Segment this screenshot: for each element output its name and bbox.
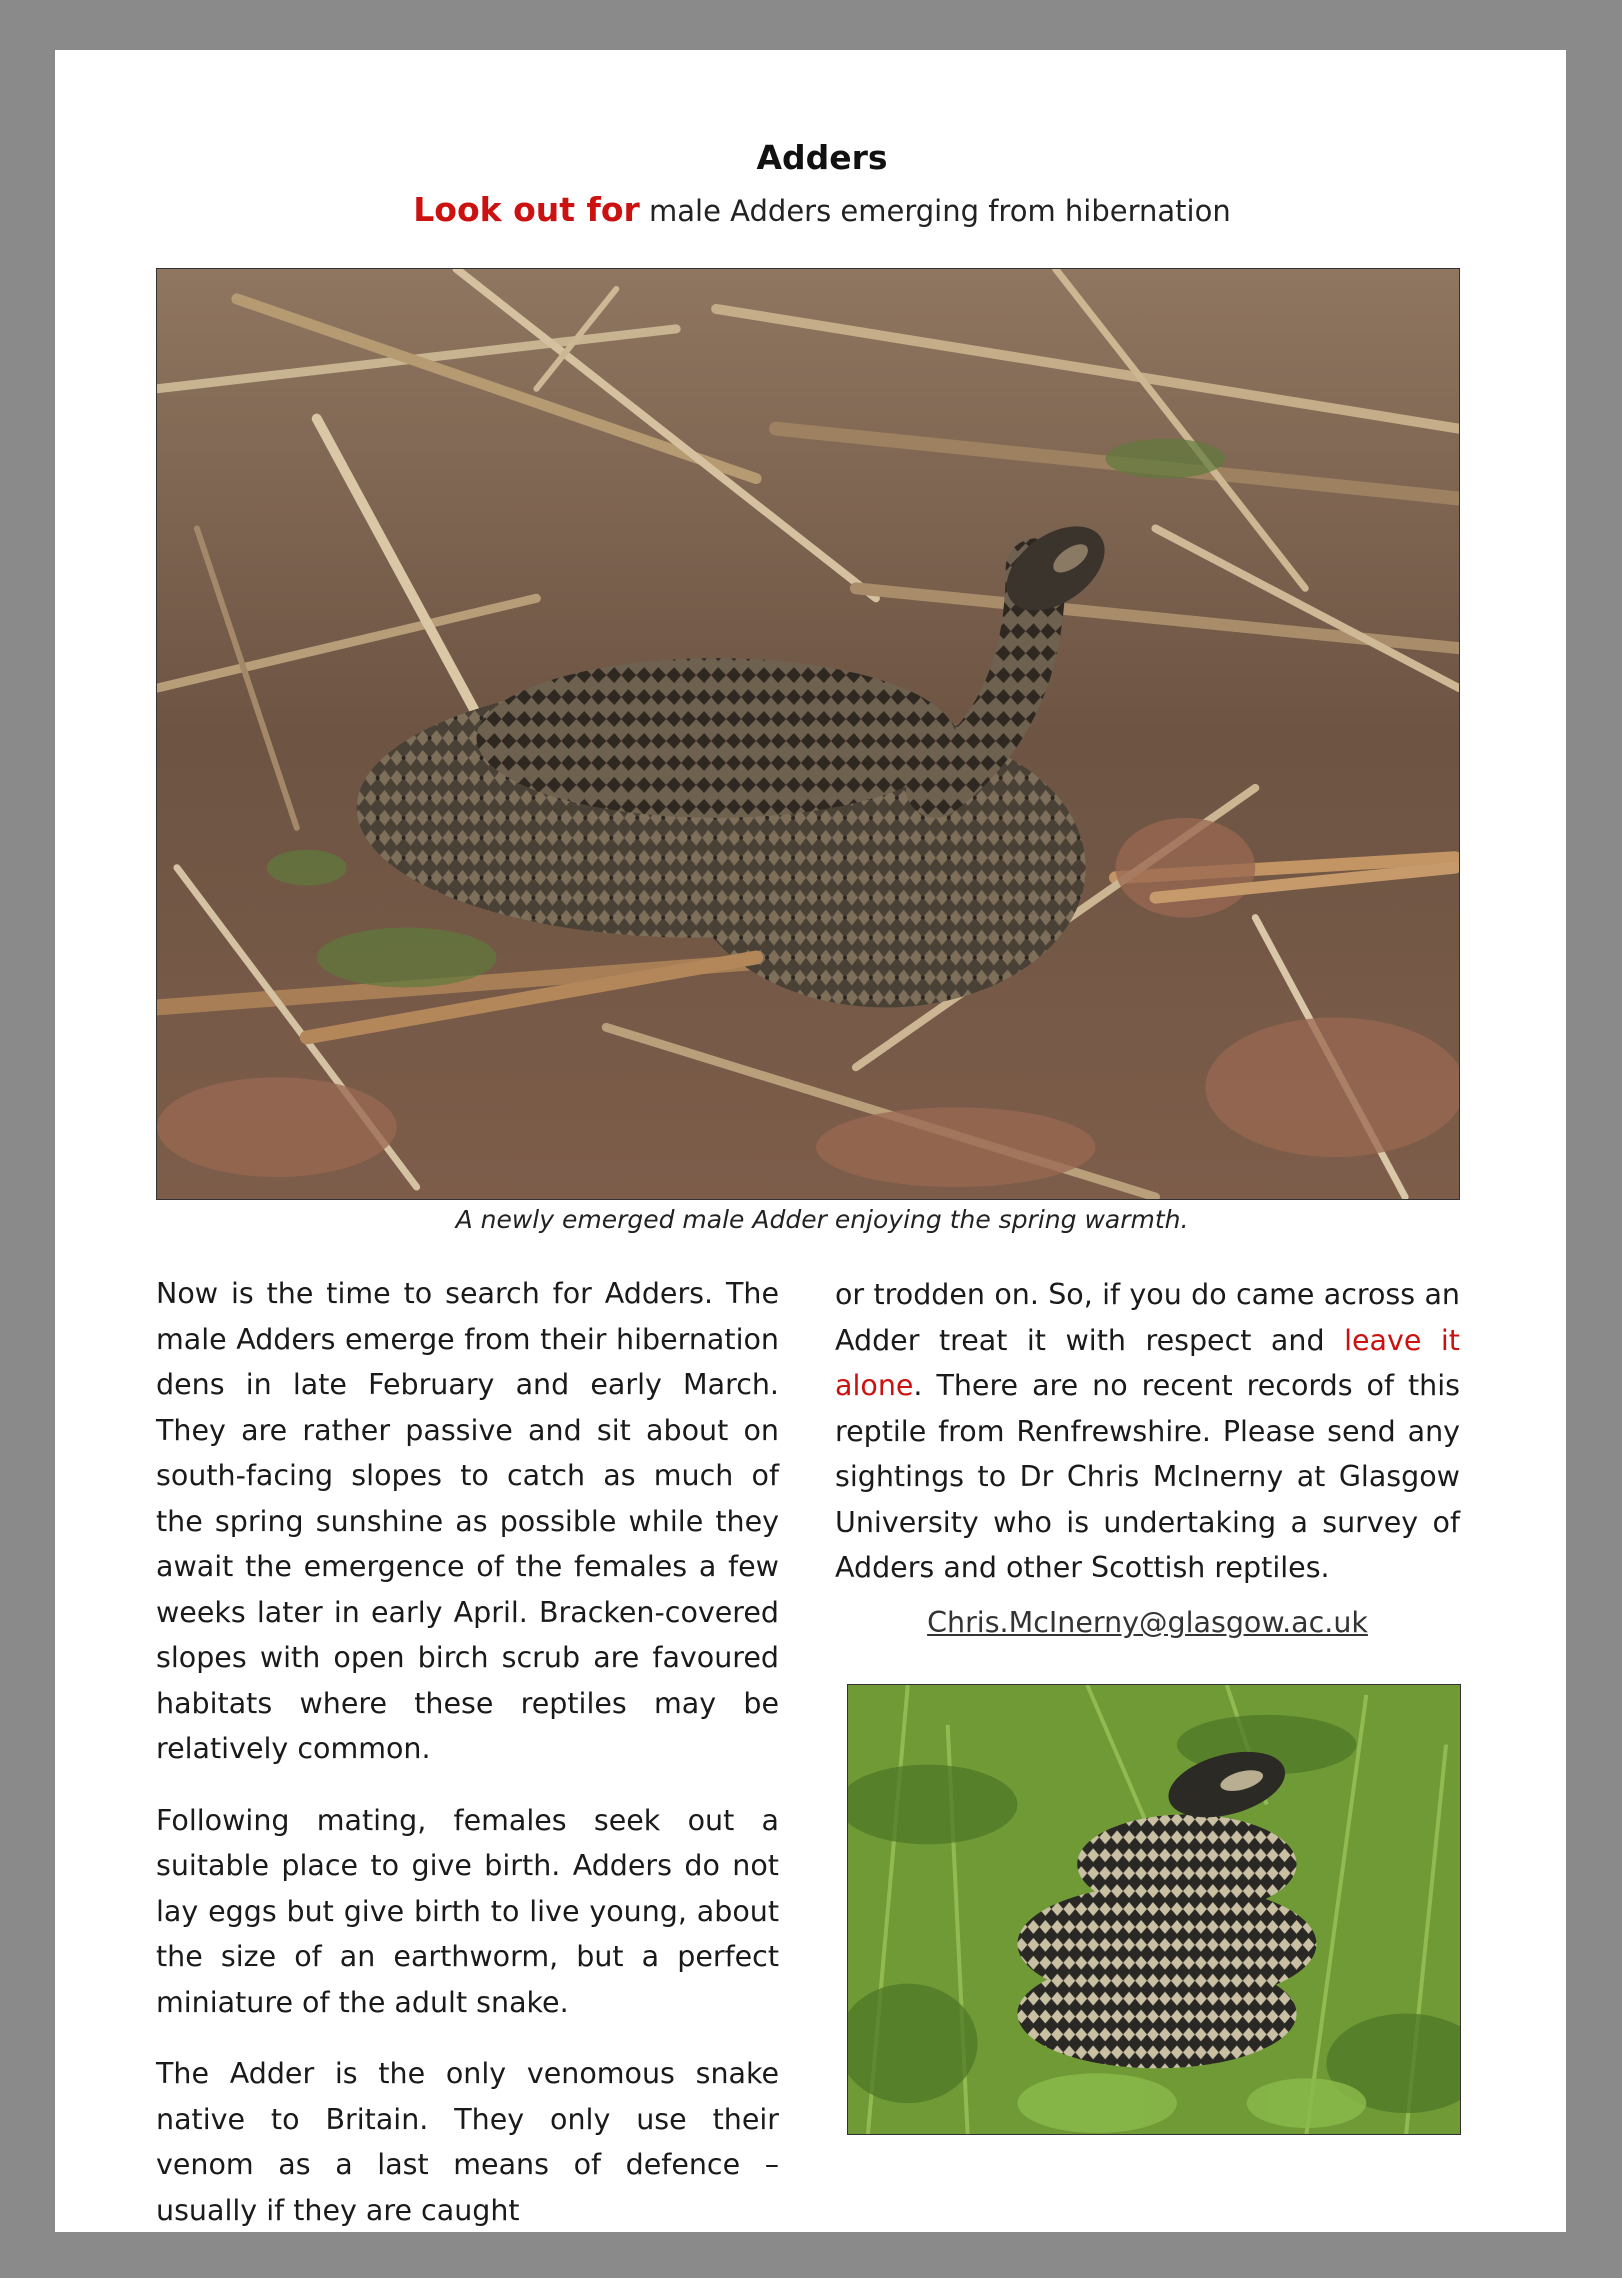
main-adder-photo [156, 268, 1460, 1200]
right-text-before: or trodden on. So, if you do came across an Adder treat it with respect and [835, 1278, 1460, 1357]
subtitle-highlight: Look out for [413, 190, 640, 229]
body-paragraph: Now is the time to search for Adders. The male Adders emerge from their hibernation dens in late February and early March. They are rather passive and sit about on south-facing slopes to catch as much of the spring sunshine as possible while they await the emergence of the females a few weeks later in early April. Bracken-covered slopes with open birch scrub are favoured habitats where these reptiles may be relatively common. [156, 1277, 779, 1765]
body-paragraph: The Adder is the only venomous snake native to Britain. They only use their venom as a last means of defence – usually if they are caught [156, 2057, 779, 2227]
subtitle-text: male Adders emerging from hibernation [649, 194, 1231, 228]
body-paragraph: Following mating, females seek out a suitable place to give birth. Adders do not lay eggs but give birth to live young, about the size of an earthworm, but a perfect miniature of the adult snake. [156, 1803, 779, 2019]
main-photo-caption: A newly emerged male Adder enjoying the spring warmth. [455, 1205, 1189, 1234]
document-page [55, 50, 1566, 2232]
page-title: Adders [756, 138, 888, 177]
right-text-after: . There are no recent records of this reptile from Renfrewshire. Please send any sightings to Dr Chris McInerny at Glasgow University who is undertaking a survey of Adders and other Scottish reptiles. [835, 1369, 1460, 1584]
leave-it-alone-highlight: leave it alone [835, 1323, 1460, 1402]
left-column [156, 1271, 779, 2233]
page-subtitle [55, 190, 1589, 229]
right-column [835, 1272, 1460, 1591]
contact-email-link[interactable]: Chris.McInerny@glasgow.ac.uk [927, 1606, 1368, 1639]
second-adder-photo [847, 1684, 1461, 2135]
body-paragraph-continued [835, 1272, 1460, 1591]
